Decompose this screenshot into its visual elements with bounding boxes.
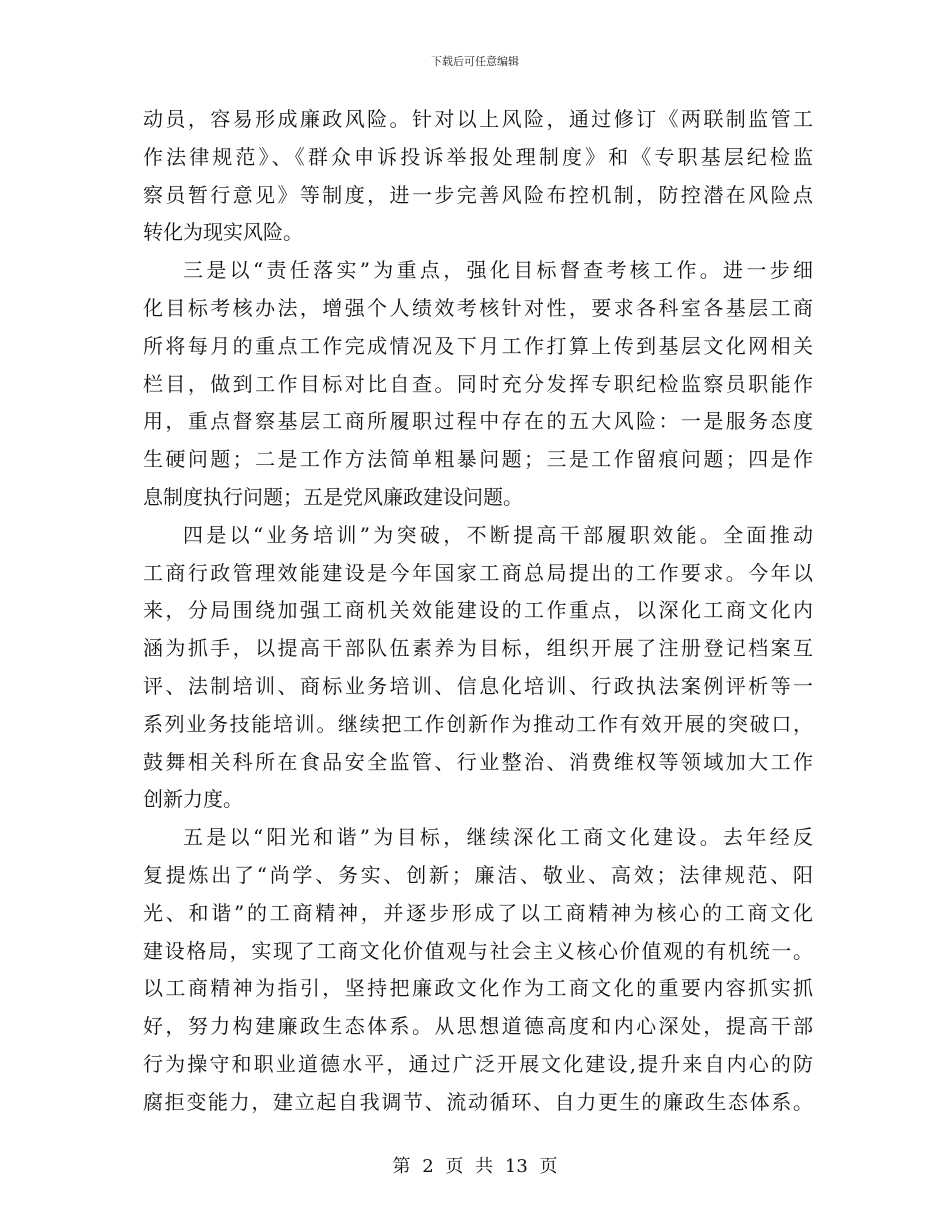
text-line: 以工商精神为指引，坚持把廉政文化作为工商文化的重要内容抓实抓 (143, 976, 813, 1001)
text-line: 生硬问题；二是工作方法简单粗暴问题；三是工作留痕问题；四是作 (143, 447, 813, 472)
text-line: 所将每月的重点工作完成情况及下月工作打算上传到基层文化网相关 (143, 333, 813, 358)
paragraph-1 (143, 101, 813, 252)
text-line: 建设格局，实现了工商文化价值观与社会主义核心价值观的有机统一。 (143, 938, 813, 963)
text-line: 涵为抓手，以提高干部队伍素养为目标，组织开展了注册登记档案互 (143, 636, 813, 661)
footer-page-word: 页 (445, 1156, 464, 1177)
footer-prefix: 第 (392, 1156, 411, 1177)
text-line: 化目标考核办法，增强个人绩效考核针对性，要求各科室各基层工商 (143, 295, 813, 320)
page-footer (0, 1152, 950, 1178)
text-line: 行为操守和职业道德水平，通过广泛开展文化建设,提升来自内心的防 (143, 1051, 813, 1076)
text-line: 察员暂行意见》等制度，进一步完善风险布控机制，防控潜在风险点 (143, 182, 813, 207)
text-line: 评、法制培训、商标业务培训、信息化培训、行政执法案例评析等一 (143, 673, 813, 698)
text-line: 腐拒变能力，建立起自我调节、流动循环、自力更生的廉政生态体系。 (143, 1089, 813, 1114)
text-line: 复提炼出了“尚学、务实、创新；廉洁、敬业、高效；法律规范、阳 (143, 862, 813, 887)
text-line: 作法律规范》、《群众申诉投诉举报处理制度》和《专职基层纪检监 (143, 144, 813, 169)
footer-total-word: 共 (475, 1156, 494, 1177)
current-page-number: 2 (422, 1156, 434, 1177)
total-page-count: 13 (504, 1156, 528, 1177)
text-line: 来，分局围绕加强工商机关效能建设的工作重点，以深化工商文化内 (143, 598, 813, 623)
footer-suffix: 页 (539, 1156, 558, 1177)
text-line: 息制度执行问题；五是党风廉政建设问题。 (143, 484, 523, 509)
text-line: 四是以“业务培训”为突破，不断提高干部履职效能。全面推动 (183, 522, 813, 547)
page-header: 下载后可任意编辑 (431, 55, 519, 68)
text-line: 好，努力构建廉政生态体系。从思想道德高度和内心深处，提高干部 (143, 1014, 813, 1039)
text-line: 系列业务技能培训。继续把工作创新作为推动工作有效开展的突破口， (143, 711, 813, 736)
text-line: 五是以“阳光和谐”为目标，继续深化工商文化建设。去年经反 (183, 825, 813, 850)
text-line: 动员，容易形成廉政风险。针对以上风险，通过修订《两联制监管工 (143, 107, 813, 131)
text-line: 创新力度。 (143, 787, 243, 812)
text-line: 转化为现实风险。 (143, 220, 303, 245)
document-body (143, 101, 813, 1122)
text-line: 工商行政管理效能建设是今年国家工商总局提出的工作要求。今年以 (143, 560, 813, 585)
text-line: 用，重点督察基层工商所履职过程中存在的五大风险：一是服务态度 (143, 409, 813, 434)
text-line: 栏目，做到工作目标对比自查。同时充分发挥专职纪检监察员职能作 (143, 371, 813, 396)
text-line: 三是以“责任落实”为重点，强化目标督查考核工作。进一步细 (183, 258, 813, 283)
text-line: 鼓舞相关科所在食品安全监管、行业整治、消费维权等领域加大工作 (143, 749, 813, 774)
paragraph-4 (143, 819, 813, 1121)
paragraph-3 (143, 517, 813, 819)
text-line: 光、和谐”的工商精神，并逐步形成了以工商精神为核心的工商文化 (143, 900, 813, 925)
paragraph-2 (143, 252, 813, 517)
